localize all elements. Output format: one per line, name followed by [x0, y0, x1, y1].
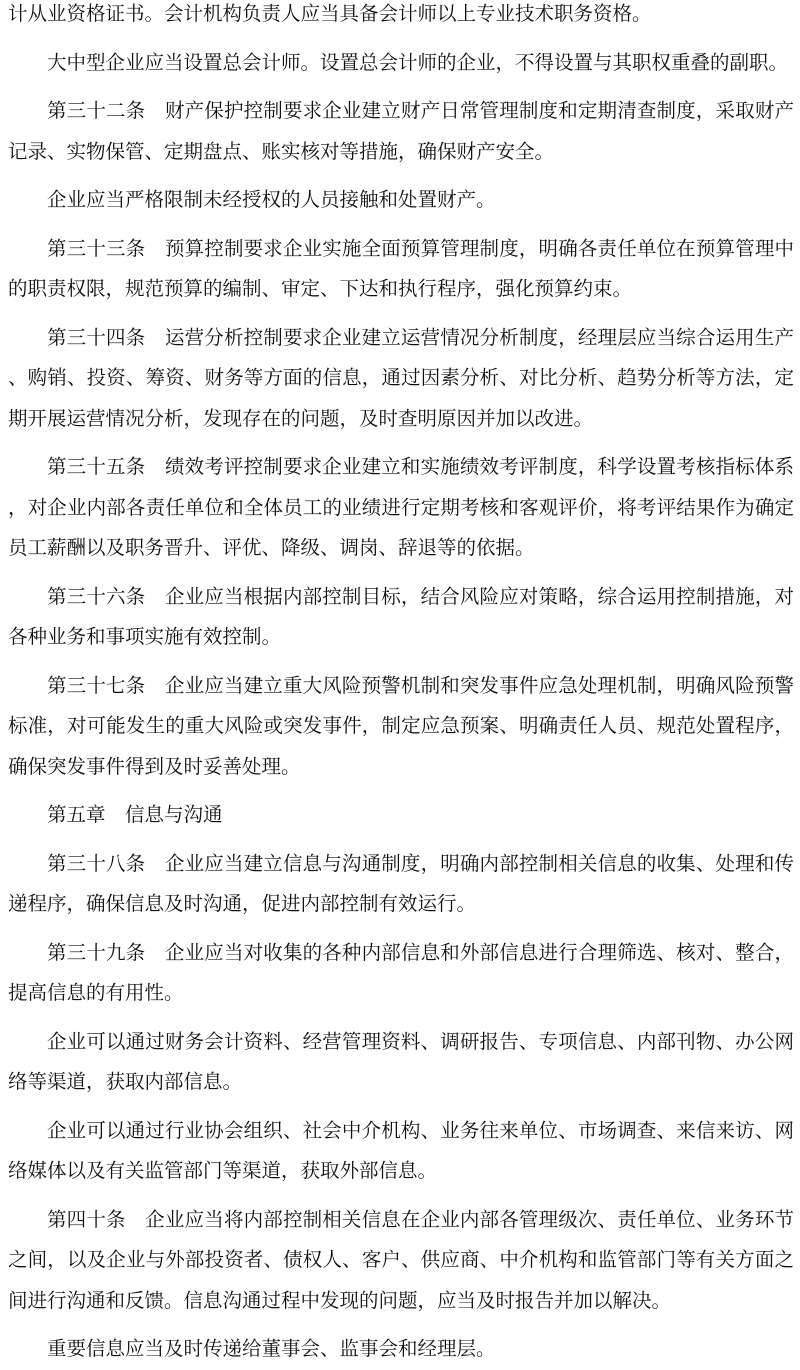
article-33: 第三十三条 预算控制要求企业实施全面预算管理制度，明确各责任单位在预算管理中的职责权限，规范预算的编制、审定、下达和执行程序，强化预算约束。 [8, 236, 794, 300]
article-34: 第三十四条 运营分析控制要求企业建立运营情况分析制度，经理层应当综合运用生产、购销、投资、筹资、财务等方面的信息，通过因素分析、对比分析、趋势分析等方法，定期开展运营情况分析，发现存在的问题，及时查明原因并加以改进。 [8, 325, 794, 430]
article-38: 第三十八条 企业应当建立信息与沟通制度，明确内部控制相关信息的收集、处理和传递程序，确保信息及时沟通，促进内部控制有效运行。 [8, 851, 794, 915]
paragraph: 大中型企业应当设置总会计师。设置总会计师的企业，不得设置与其职权重叠的副职。 [47, 50, 789, 74]
article-40: 第四十条 企业应当将内部控制相关信息在企业内部各管理级次、责任单位、业务环节之间，以及企业与外部投资者、债权人、客户、供应商、中介机构和监管部门等有关方面之间进行沟通和反馈。信息沟通过程中发现的问题，应当及时报告并加以解决。 [8, 1207, 794, 1312]
paragraph: 企业可以通过财务会计资料、经营管理资料、调研报告、专项信息、内部刊物、办公网络等渠道，获取内部信息。 [8, 1029, 794, 1093]
paragraph: 企业应当严格限制未经授权的人员接触和处置财产。 [47, 188, 496, 211]
paragraph-continued: 计从业资格证书。会计机构负责人应当具备会计师以上专业技术职务资格。 [8, 2, 652, 25]
paragraph: 重要信息应当及时传递给董事会、监事会和经理层。 [47, 1337, 496, 1360]
chapter-heading: 第五章 信息与沟通 [47, 803, 223, 826]
article-35: 第三十五条 绩效考评控制要求企业建立和实施绩效考评制度，科学设置考核指标体系，对企业内部各责任单位和全体员工的业绩进行定期考核和客观评价，将考评结果作为确定员工薪酬以及职务晋升、评优、降级、调岗、辞退等的依据。 [8, 455, 794, 559]
paragraph: 企业可以通过行业协会组织、社会中介机构、业务往来单位、市场调查、来信来访、网络媒体以及有关监管部门等渠道，获取外部信息。 [8, 1118, 794, 1182]
article-32: 第三十二条 财产保护控制要求企业建立财产日常管理制度和定期清查制度，采取财产记录、实物保管、定期盘点、账实核对等措施，确保财产安全。 [8, 99, 794, 163]
article-39: 第三十九条 企业应当对收集的各种内部信息和外部信息进行合理筛选、核对、整合，提高信息的有用性。 [8, 940, 794, 1004]
article-37: 第三十七条 企业应当建立重大风险预警机制和突发事件应急处理机制，明确风险预警标准，对可能发生的重大风险或突发事件，制定应急预案、明确责任人员、规范处置程序，确保突发事件得到及时妥善处理。 [8, 673, 794, 778]
article-36: 第三十六条 企业应当根据内部控制目标，结合风险应对策略，综合运用控制措施，对各种业务和事项实施有效控制。 [8, 584, 794, 648]
